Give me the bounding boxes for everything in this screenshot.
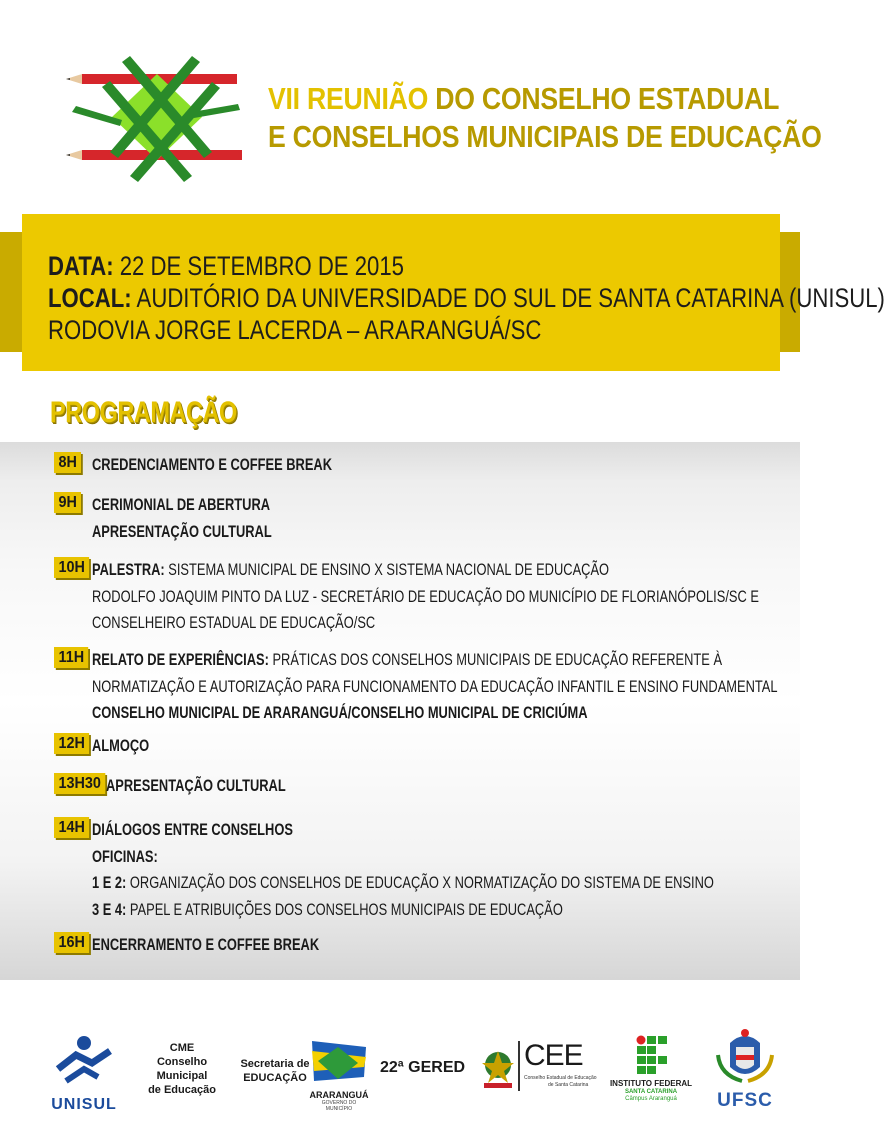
schedule-text <box>106 773 286 800</box>
schedule-text <box>92 492 272 545</box>
cme-logo <box>140 1041 224 1097</box>
sec-line2: EDUCAÇÃO <box>243 1072 307 1084</box>
title-line2: E CONSELHOS MUNICIPAIS DE EDUCAÇÃO <box>268 119 822 154</box>
time-badge: 16H <box>54 932 89 953</box>
time-badge: 10H <box>54 557 89 578</box>
schedule-line <box>92 647 778 674</box>
schedule-line-text: CONSELHEIRO ESTADUAL DE EDUCAÇÃO/SC <box>92 614 376 632</box>
schedule-line-text: SISTEMA MUNICIPAL DE ENSINO X SISTEMA NACIONAL DE EDUCAÇÃO <box>164 561 610 579</box>
gered-label: 22ª GERED <box>380 1059 466 1076</box>
schedule-line <box>92 932 319 959</box>
cee-logo <box>478 1039 597 1109</box>
schedule-text <box>92 452 332 479</box>
cme-line2: Conselho Municipal <box>156 1056 208 1082</box>
ararangua-logo <box>308 1037 370 1115</box>
schedule-line-text: PAPEL E ATRIBUIÇÕES DOS CONSELHOS MUNICIPAIS DE EDUCAÇÃO <box>126 900 563 919</box>
schedule-line-bold: 1 E 2: <box>92 874 127 892</box>
schedule-line-bold: APRESENTAÇÃO CULTURAL <box>106 777 286 795</box>
schedule-text <box>92 817 714 923</box>
event-title <box>268 80 822 156</box>
schedule-line <box>92 897 714 924</box>
ufsc-crest-icon <box>712 1025 778 1085</box>
sc-coat-of-arms-icon <box>478 1045 518 1093</box>
schedule-line-bold: PALESTRA: <box>92 561 165 579</box>
ararangua-label: ARARANGUÁ <box>309 1090 369 1100</box>
time-badge: 9H <box>54 492 81 513</box>
schedule-line <box>106 773 286 800</box>
schedule-text <box>92 557 759 637</box>
local-label: LOCAL: <box>48 283 132 313</box>
ifsc-icon <box>636 1035 668 1075</box>
schedule-line-bold: DIÁLOGOS ENTRE CONSELHOS <box>92 821 293 839</box>
schedule-text <box>92 733 149 760</box>
schedule-line-bold: ALMOÇO <box>92 737 150 755</box>
schedule-line-bold: CONSELHO MUNICIPAL DE ARARANGUÁ/CONSELHO MUNICIPAL DE CRICIÚMA <box>92 704 588 722</box>
local-line <box>48 282 885 314</box>
ifsc-line1: INSTITUTO FEDERAL <box>609 1079 693 1088</box>
programacao-heading: PROGRAMAÇÃO <box>50 396 237 429</box>
ifsc-logo <box>608 1035 694 1115</box>
ararangua-flag-icon <box>308 1037 370 1085</box>
schedule-text <box>92 932 319 959</box>
time-badge: 8H <box>54 452 81 473</box>
ifsc-line3: Câmpus Araranguá <box>625 1096 677 1102</box>
sec-line1: Secretaria de <box>240 1058 310 1070</box>
schedule-line-bold: CREDENCIAMENTO E COFFEE BREAK <box>92 456 333 474</box>
cme-line3: de Educação <box>148 1084 216 1096</box>
cee-sub2: de Santa Catarina <box>548 1082 589 1088</box>
schedule-line <box>92 610 759 637</box>
title-line1: DO CONSELHO ESTADUAL <box>428 81 780 116</box>
address-line: RODOVIA JORGE LACERDA – ARARANGUÁ/SC <box>48 315 542 345</box>
schedule-line-bold: RELATO DE EXPERIÊNCIAS: <box>92 651 269 669</box>
date-label: DATA: <box>48 251 114 281</box>
schedule-line-bold: APRESENTAÇÃO CULTURAL <box>92 522 272 541</box>
time-badge: 12H <box>54 733 89 754</box>
schedule-line <box>92 870 714 897</box>
schedule-line-bold: OFICINAS: <box>92 847 158 866</box>
cee-sub1: Conselho Estadual de Educação <box>524 1075 597 1081</box>
unisul-logo <box>36 1029 132 1113</box>
ifsc-line2: SANTA CATARINA <box>624 1089 678 1095</box>
ufsc-logo <box>712 1025 778 1117</box>
schedule-line <box>92 674 778 701</box>
schedule-line <box>92 817 714 844</box>
schedule-line-bold: CERIMONIAL DE ABERTURA <box>92 496 271 514</box>
schedule-line-bold: 3 E 4: <box>92 900 127 919</box>
schedule-line-text: RODOLFO JOAQUIM PINTO DA LUZ - SECRETÁRIO DE EDUCAÇÃO DO MUNICÍPIO DE FLORIANÓPOLIS/SC E <box>92 587 759 606</box>
ararangua-sub: GOVERNO DO MUNICÍPIO <box>321 1100 357 1112</box>
cee-divider <box>518 1041 520 1091</box>
schedule-line-bold: ENCERRAMENTO E COFFEE BREAK <box>92 936 320 954</box>
time-badge: 11H <box>54 647 89 668</box>
schedule-line <box>92 733 149 760</box>
unisul-icon <box>36 1029 132 1091</box>
date-line <box>48 250 885 282</box>
time-badge: 14H <box>54 817 89 838</box>
schedule-line <box>92 557 759 584</box>
schedule-line <box>92 700 778 727</box>
schedule-line <box>92 452 332 479</box>
schedule-line <box>92 844 714 871</box>
schedule-line <box>92 519 272 546</box>
local-value: AUDITÓRIO DA UNIVERSIDADE DO SUL DE SANTA CATARINA (UNISUL) <box>131 283 885 313</box>
schedule-line-text: PRÁTICAS DOS CONSELHOS MUNICIPAIS DE EDUCAÇÃO REFERENTE À <box>268 651 723 669</box>
event-info <box>48 250 885 346</box>
schedule-line <box>92 584 759 611</box>
schedule-line-text: ORGANIZAÇÃO DOS CONSELHOS DE EDUCAÇÃO X NORMATIZAÇÃO DO SISTEMA DE ENSINO <box>126 874 714 892</box>
event-logo-pencils <box>62 52 252 182</box>
schedule-text <box>92 647 778 727</box>
time-badge: 13H30 <box>54 773 105 794</box>
secretaria-logo <box>240 1057 310 1085</box>
footer-logos <box>0 1015 800 1125</box>
schedule-line-text: NORMATIZAÇÃO E AUTORIZAÇÃO PARA FUNCIONAMENTO DA EDUCAÇÃO INFANTIL E ENSINO FUNDAMENTAL <box>92 677 778 696</box>
schedule-line <box>92 492 272 519</box>
date-value: 22 DE SETEMBRO DE 2015 <box>113 251 404 281</box>
cee-label: CEE <box>524 1039 583 1072</box>
ufsc-label: UFSC <box>717 1090 773 1111</box>
title-accent: VII REUNIÃO <box>268 81 429 116</box>
cme-line1: CME <box>169 1042 195 1054</box>
unisul-label: UNISUL <box>51 1096 117 1113</box>
